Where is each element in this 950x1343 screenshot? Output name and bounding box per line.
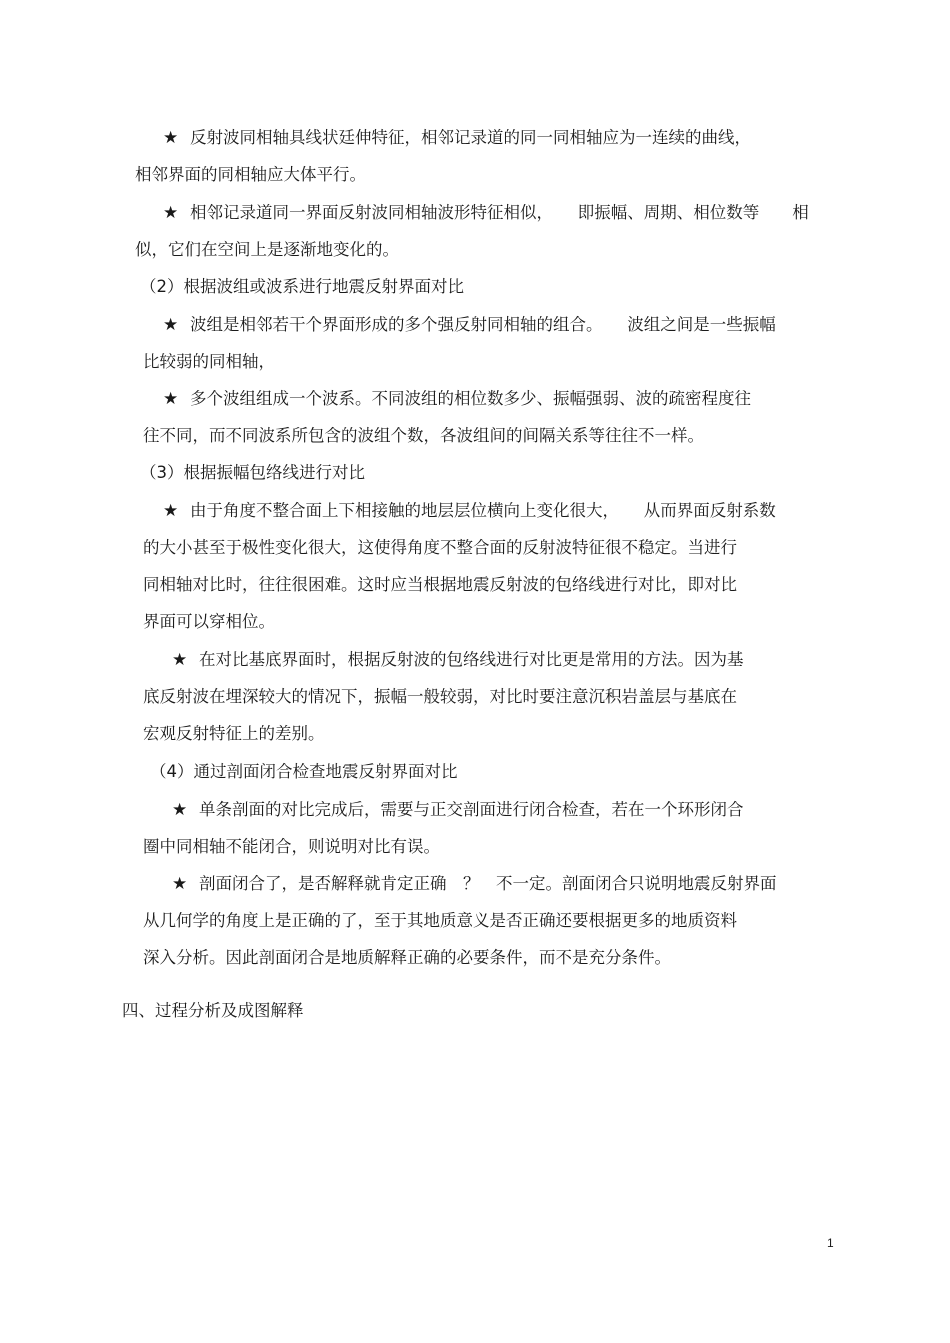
bullet-star: ★ [172,874,188,894]
paragraph-line: 波组是相邻若干个界面形成的多个强反射同相轴的组合。 波组之间是一些振幅 [190,315,776,334]
paragraph-line: 剖面闭合了，是否解释就肯定正确 ？ 不一定。剖面闭合只说明地震反射界面 [199,874,777,893]
subsection-heading: （3）根据振幅包络线进行对比 [140,463,365,482]
paragraph-line: 比较弱的同相轴， [143,352,275,371]
subsection-heading: （4）通过剖面闭合检查地震反射界面对比 [150,762,458,781]
bullet-star: ★ [163,315,179,335]
subsection-heading: （2）根据波组或波系进行地震反射界面对比 [140,277,464,296]
paragraph-line: 圈中同相轴不能闭合，则说明对比有误。 [143,837,440,856]
paragraph-line: 从几何学的角度上是正确的了，至于其地质意义是否正确还要根据更多的地质资料 [143,911,737,930]
paragraph-line: 相邻记录道同一界面反射波同相轴波形特征相似， 即振幅、周期、相位数等 相 [190,203,809,222]
paragraph-line: 单条剖面的对比完成后，需要与正交剖面进行闭合检查，若在一个环形闭合 [199,800,744,819]
paragraph-line: 的大小甚至于极性变化很大，这使得角度不整合面的反射波特征很不稳定。当进行 [143,538,737,557]
paragraph-line: 由于角度不整合面上下相接触的地层层位横向上变化很大， 从而界面反射系数 [190,501,776,520]
paragraph-line: 同相轴对比时，往往很困难。这时应当根据地震反射波的包络线进行对比，即对比 [143,575,737,594]
bullet-star: ★ [172,650,188,670]
paragraph-line: 宏观反射特征上的差别。 [143,724,325,743]
paragraph-line: 界面可以穿相位。 [143,612,275,631]
paragraph-line: 往不同，而不同波系所包含的波组个数，各波组间的间隔关系等往往不一样。 [143,426,704,445]
bullet-star: ★ [163,203,179,223]
paragraph-line: 底反射波在埋深较大的情况下，振幅一般较弱，对比时要注意沉积岩盖层与基底在 [143,687,737,706]
bullet-star: ★ [172,800,188,820]
section-heading: 四、过程分析及成图解释 [122,1001,304,1020]
paragraph-line: 反射波同相轴具线状廷伸特征，相邻记录道的同一同相轴应为一连续的曲线， [190,128,751,147]
bullet-star: ★ [163,389,179,409]
paragraph-line: 似，它们在空间上是逐渐地变化的。 [135,240,399,259]
paragraph-line: 在对比基底界面时，根据反射波的包络线进行对比更是常用的方法。因为基 [199,650,744,669]
bullet-star: ★ [163,501,179,521]
paragraph-line: 多个波组组成一个波系。不同波组的相位数多少、振幅强弱、波的疏密程度往 [190,389,751,408]
bullet-star: ★ [163,128,179,148]
paragraph-line: 相邻界面的同相轴应大体平行。 [135,165,366,184]
paragraph-line: 深入分析。因此剖面闭合是地质解释正确的必要条件，而不是充分条件。 [143,948,671,967]
page-number: 1 [827,1236,834,1250]
